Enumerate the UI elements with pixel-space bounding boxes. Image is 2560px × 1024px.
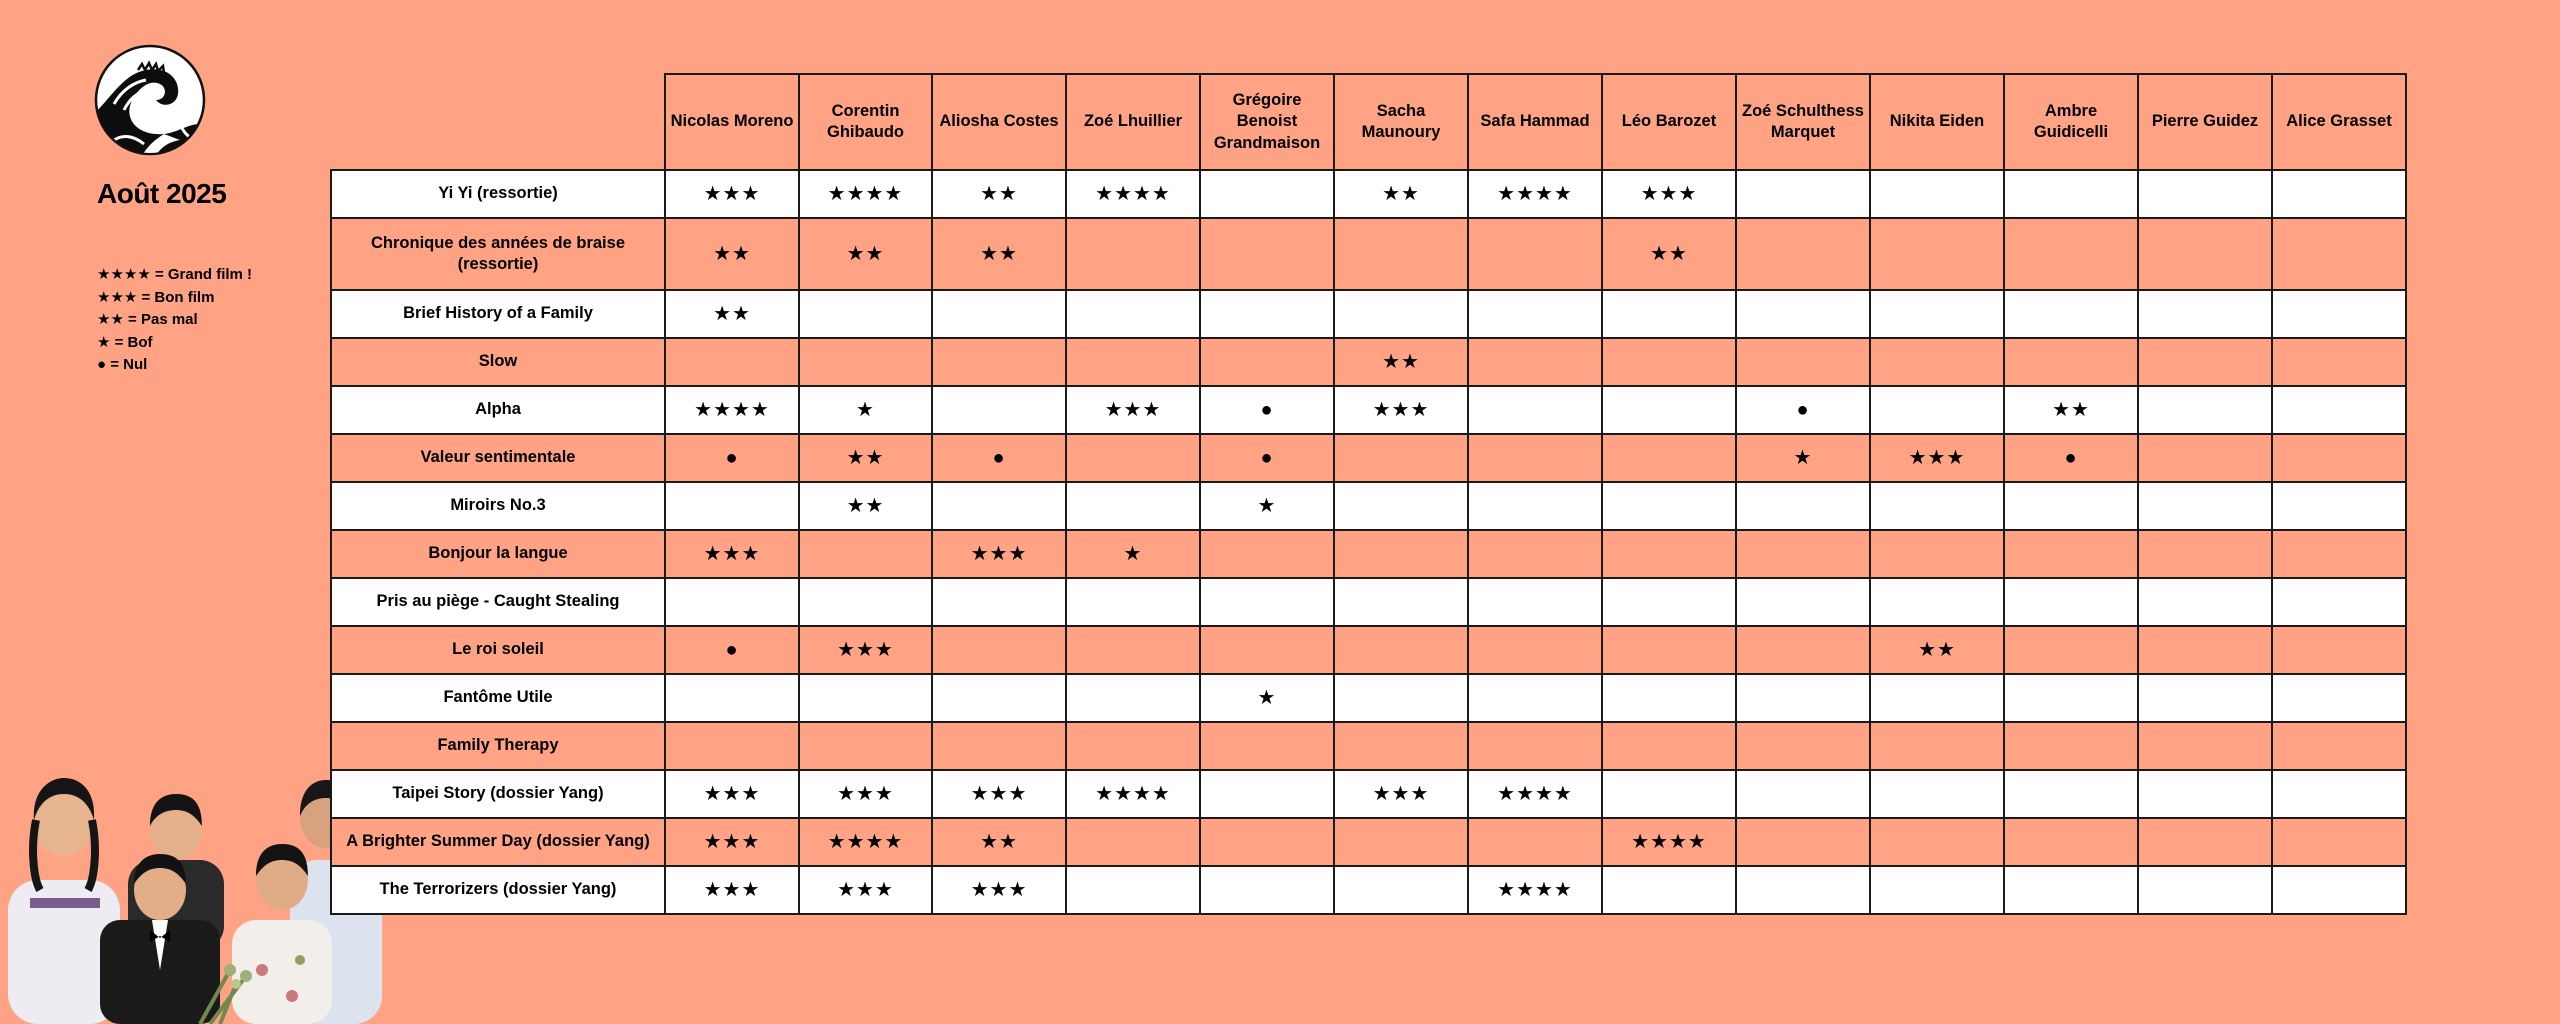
film-title-cell: Chronique des années de braise (ressortie): [331, 218, 665, 290]
table-row: [331, 482, 2406, 530]
rating-cell: [932, 674, 1066, 722]
critic-header: Safa Hammad: [1468, 74, 1602, 170]
rating-cell: [2004, 818, 2138, 866]
rating-cell: [1736, 170, 1870, 218]
rating-cell: [2272, 218, 2406, 290]
rating-cell: [2138, 338, 2272, 386]
rating-cell: [932, 626, 1066, 674]
rating-cell: ★★★★: [1066, 770, 1200, 818]
rating-cell: [1870, 290, 2004, 338]
film-title-cell: Valeur sentimentale: [331, 434, 665, 482]
rating-cell: [2004, 626, 2138, 674]
rating-cell: ★★★: [1334, 386, 1468, 434]
table-row: [331, 338, 2406, 386]
rating-cell: ★★★★: [665, 386, 799, 434]
rating-cell: [1602, 770, 1736, 818]
table-row: [331, 386, 2406, 434]
rating-cell: [1870, 578, 2004, 626]
rating-cell: [1602, 290, 1736, 338]
rating-cell: [2138, 674, 2272, 722]
critic-header: Alice Grasset: [2272, 74, 2406, 170]
rating-cell: [2272, 530, 2406, 578]
rating-cell: [932, 722, 1066, 770]
rating-cell: [1334, 530, 1468, 578]
rating-cell: [2272, 770, 2406, 818]
rating-cell: [2272, 578, 2406, 626]
rating-cell: [2138, 722, 2272, 770]
rating-cell: [799, 722, 932, 770]
rating-cell: [1736, 578, 1870, 626]
rating-cell: [1468, 386, 1602, 434]
legend-item: ★★★★ = Grand film !: [97, 266, 253, 283]
rating-cell: [1334, 818, 1468, 866]
rating-cell: [2138, 170, 2272, 218]
rating-cell: ★: [799, 386, 932, 434]
legend-item: ● = Nul: [97, 356, 148, 373]
rating-cell: [1066, 626, 1200, 674]
rating-cell: [2004, 722, 2138, 770]
rating-cell: ★★★: [665, 530, 799, 578]
rating-cell: [1736, 818, 1870, 866]
rating-cell: [2138, 818, 2272, 866]
rating-cell: [1602, 338, 1736, 386]
rating-cell: [1736, 722, 1870, 770]
rating-cell: [2272, 722, 2406, 770]
rating-cell: [1736, 482, 1870, 530]
rating-cell: [1468, 434, 1602, 482]
rating-cell: [665, 578, 799, 626]
table-row: [331, 434, 2406, 482]
rating-cell: ★★: [1602, 218, 1736, 290]
rating-cell: [2272, 386, 2406, 434]
film-title-cell: Bonjour la langue: [331, 530, 665, 578]
rating-cell: [2004, 338, 2138, 386]
rating-cell: ★★★: [1870, 434, 2004, 482]
rating-cell: [1066, 482, 1200, 530]
rating-cell: [1468, 290, 1602, 338]
rating-cell: [1334, 434, 1468, 482]
rating-cell: ★★: [799, 482, 932, 530]
rating-cell: [1468, 530, 1602, 578]
rating-cell: ★★★: [665, 170, 799, 218]
film-title-cell: Yi Yi (ressortie): [331, 170, 665, 218]
rating-cell: [2138, 866, 2272, 914]
film-title-cell: Family Therapy: [331, 722, 665, 770]
table-corner: [331, 74, 665, 170]
table-row: [331, 218, 2406, 290]
rating-cell: ●: [665, 434, 799, 482]
rating-cell: [1200, 626, 1334, 674]
table-row: [331, 722, 2406, 770]
rating-cell: ★★: [1334, 170, 1468, 218]
table-row: [331, 290, 2406, 338]
rating-cell: ★★★★: [799, 170, 932, 218]
rating-cell: [2138, 290, 2272, 338]
rating-cell: ★★★★: [799, 818, 932, 866]
rating-cell: [932, 578, 1066, 626]
rating-cell: [1602, 722, 1736, 770]
rating-cell: ★★★★: [1468, 770, 1602, 818]
table-row: [331, 770, 2406, 818]
rating-legend: [97, 264, 252, 377]
rating-cell: [1870, 722, 2004, 770]
table-row: [331, 866, 2406, 914]
rating-cell: ●: [1200, 434, 1334, 482]
rating-cell: [1066, 722, 1200, 770]
rating-cell: [2138, 530, 2272, 578]
rating-cell: [1870, 818, 2004, 866]
rating-cell: [2004, 770, 2138, 818]
film-title-cell: Slow: [331, 338, 665, 386]
legend-item: ★★★ = Bon film: [97, 288, 215, 306]
rating-cell: [799, 290, 932, 338]
rating-cell: [1066, 434, 1200, 482]
rating-cell: [2272, 290, 2406, 338]
rating-cell: [2138, 386, 2272, 434]
rating-cell: [1870, 338, 2004, 386]
rating-cell: [1334, 578, 1468, 626]
table-row: [331, 818, 2406, 866]
rating-cell: [799, 578, 932, 626]
rating-cell: [1602, 386, 1736, 434]
rating-cell: [1602, 482, 1736, 530]
rating-cell: [2004, 674, 2138, 722]
rating-cell: [1334, 218, 1468, 290]
rating-cell: ★★★: [1066, 386, 1200, 434]
critic-header: Léo Barozet: [1602, 74, 1736, 170]
rating-cell: ●: [1736, 386, 1870, 434]
rating-cell: ★★★: [1602, 170, 1736, 218]
rating-cell: ★★★: [1334, 770, 1468, 818]
rating-cell: [1200, 818, 1334, 866]
critic-header: Ambre Guidicelli: [2004, 74, 2138, 170]
rating-cell: [2004, 482, 2138, 530]
rating-cell: ★★: [932, 170, 1066, 218]
great-wave-logo-icon: [94, 44, 206, 156]
rating-cell: [2138, 434, 2272, 482]
rating-cell: ★★: [1334, 338, 1468, 386]
rating-cell: [932, 290, 1066, 338]
rating-cell: [1870, 170, 2004, 218]
rating-cell: [1602, 674, 1736, 722]
critic-header: Zoé Lhuillier: [1066, 74, 1200, 170]
film-title-cell: Alpha: [331, 386, 665, 434]
rating-cell: [1736, 530, 1870, 578]
rating-cell: [1736, 770, 1870, 818]
rating-cell: [1468, 338, 1602, 386]
rating-cell: [1870, 770, 2004, 818]
rating-cell: [2272, 482, 2406, 530]
rating-cell: ★: [1200, 674, 1334, 722]
legend-item: ★★ = Pas mal: [97, 311, 198, 328]
film-title-cell: The Terrorizers (dossier Yang): [331, 866, 665, 914]
film-title-cell: Brief History of a Family: [331, 290, 665, 338]
rating-cell: [665, 674, 799, 722]
rating-cell: [1870, 386, 2004, 434]
rating-cell: [1736, 866, 1870, 914]
rating-cell: [1468, 722, 1602, 770]
rating-cell: [1468, 626, 1602, 674]
rating-cell: [2004, 218, 2138, 290]
rating-cell: ★★: [932, 818, 1066, 866]
rating-cell: [799, 530, 932, 578]
page-title: Août 2025: [97, 178, 227, 209]
rating-cell: [1200, 170, 1334, 218]
rating-cell: ★★: [932, 218, 1066, 290]
rating-cell: ★★★: [665, 770, 799, 818]
rating-cell: [2272, 818, 2406, 866]
rating-cell: [1200, 578, 1334, 626]
rating-cell: ★★★: [799, 866, 932, 914]
rating-cell: [665, 722, 799, 770]
rating-cell: [1602, 866, 1736, 914]
rating-cell: ★★★★: [1602, 818, 1736, 866]
rating-cell: ★★★: [932, 530, 1066, 578]
rating-cell: ★★: [1870, 626, 2004, 674]
rating-cell: ★★★: [665, 866, 799, 914]
rating-cell: ★: [1200, 482, 1334, 530]
table-row: [331, 674, 2406, 722]
rating-cell: [799, 674, 932, 722]
rating-cell: [1200, 218, 1334, 290]
ratings-table-body: [331, 170, 2406, 914]
rating-cell: ★★★: [799, 770, 932, 818]
rating-cell: ●: [2004, 434, 2138, 482]
rating-cell: [1066, 578, 1200, 626]
table-row: [331, 626, 2406, 674]
rating-cell: [932, 338, 1066, 386]
rating-cell: [1066, 674, 1200, 722]
rating-cell: [2272, 338, 2406, 386]
rating-cell: [1736, 338, 1870, 386]
film-title-cell: Pris au piège - Caught Stealing: [331, 578, 665, 626]
rating-cell: ★★: [2004, 386, 2138, 434]
rating-cell: ★★: [799, 218, 932, 290]
rating-cell: ●: [1200, 386, 1334, 434]
rating-cell: [1066, 290, 1200, 338]
table-row: [331, 530, 2406, 578]
rating-cell: ●: [932, 434, 1066, 482]
rating-cell: [2272, 434, 2406, 482]
rating-cell: [1602, 626, 1736, 674]
rating-cell: [2138, 482, 2272, 530]
rating-cell: [1468, 578, 1602, 626]
film-title-cell: Fantôme Utile: [331, 674, 665, 722]
rating-cell: [1870, 218, 2004, 290]
rating-cell: ★★★: [665, 818, 799, 866]
rating-cell: [932, 386, 1066, 434]
rating-cell: [1334, 290, 1468, 338]
rating-cell: [2138, 770, 2272, 818]
rating-cell: [1200, 770, 1334, 818]
rating-cell: [2272, 170, 2406, 218]
rating-cell: [1870, 866, 2004, 914]
rating-cell: [1200, 866, 1334, 914]
rating-cell: [2004, 290, 2138, 338]
critic-header: Pierre Guidez: [2138, 74, 2272, 170]
critic-header: Zoé Schulthess Marquet: [1736, 74, 1870, 170]
film-title-cell: Miroirs No.3: [331, 482, 665, 530]
rating-cell: [1736, 290, 1870, 338]
critic-header: Nicolas Moreno: [665, 74, 799, 170]
rating-cell: ★: [1736, 434, 1870, 482]
critic-header: Aliosha Costes: [932, 74, 1066, 170]
rating-cell: [1334, 722, 1468, 770]
rating-cell: ★★★: [932, 770, 1066, 818]
rating-cell: [1736, 218, 1870, 290]
legend-item: ★ = Bof: [97, 333, 153, 351]
rating-cell: [2138, 578, 2272, 626]
rating-cell: [1334, 674, 1468, 722]
rating-cell: [799, 338, 932, 386]
rating-cell: ●: [665, 626, 799, 674]
rating-cell: [1602, 530, 1736, 578]
rating-cell: [1200, 290, 1334, 338]
critic-header: Corentin Ghibaudo: [799, 74, 932, 170]
rating-cell: ★★: [799, 434, 932, 482]
rating-cell: [1066, 218, 1200, 290]
rating-cell: [665, 482, 799, 530]
rating-cell: [1468, 218, 1602, 290]
rating-cell: [665, 338, 799, 386]
rating-cell: ★: [1066, 530, 1200, 578]
rating-cell: [1066, 338, 1200, 386]
rating-cell: ★★★★: [1468, 170, 1602, 218]
rating-cell: [2272, 866, 2406, 914]
rating-cell: [1066, 866, 1200, 914]
rating-cell: [1200, 530, 1334, 578]
rating-cell: [1468, 818, 1602, 866]
rating-cell: ★★★★: [1468, 866, 1602, 914]
film-title-cell: Taipei Story (dossier Yang): [331, 770, 665, 818]
rating-cell: [1468, 674, 1602, 722]
rating-cell: ★★: [665, 290, 799, 338]
ratings-table: [330, 73, 2407, 915]
rating-cell: [2272, 626, 2406, 674]
rating-cell: [1200, 338, 1334, 386]
rating-cell: [1334, 626, 1468, 674]
film-title-cell: Le roi soleil: [331, 626, 665, 674]
film-title-cell: A Brighter Summer Day (dossier Yang): [331, 818, 665, 866]
rating-cell: ★★★★: [1066, 170, 1200, 218]
rating-cell: [2138, 218, 2272, 290]
critic-header: Sacha Maunoury: [1334, 74, 1468, 170]
critic-header: Grégoire Benoist Grandmaison: [1200, 74, 1334, 170]
rating-cell: [1468, 482, 1602, 530]
rating-cell: [1870, 482, 2004, 530]
rating-cell: [2004, 866, 2138, 914]
rating-cell: [1602, 434, 1736, 482]
rating-cell: [2004, 170, 2138, 218]
rating-cell: [2272, 674, 2406, 722]
rating-cell: [2138, 626, 2272, 674]
rating-cell: [1736, 674, 1870, 722]
table-row: [331, 578, 2406, 626]
rating-cell: [1870, 674, 2004, 722]
rating-cell: [1602, 578, 1736, 626]
rating-cell: ★★: [665, 218, 799, 290]
table-row: [331, 170, 2406, 218]
rating-cell: ★★★: [799, 626, 932, 674]
rating-cell: [1066, 818, 1200, 866]
rating-cell: ★★★: [932, 866, 1066, 914]
rating-cell: [1870, 530, 2004, 578]
rating-cell: [2004, 530, 2138, 578]
rating-cell: [1334, 482, 1468, 530]
rating-cell: [932, 482, 1066, 530]
critic-header: Nikita Eiden: [1870, 74, 2004, 170]
rating-cell: [1200, 722, 1334, 770]
rating-cell: [1736, 626, 1870, 674]
rating-cell: [2004, 578, 2138, 626]
rating-cell: [1334, 866, 1468, 914]
